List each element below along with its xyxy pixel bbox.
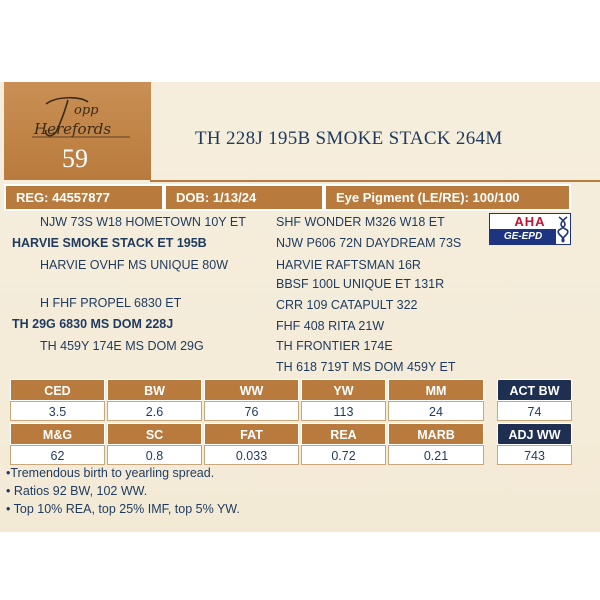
ranch-script-logo [26,94,136,140]
pedigree-line: HARVIE RAFTSMAN 16R [276,258,421,272]
epd-value-ww: 76 [204,401,299,421]
epd-header-yw: YW [301,379,386,401]
epd-header-marb: MARB [388,423,484,445]
epd-header-bw: BW [107,379,202,401]
epd-header-fat: FAT [204,423,299,445]
lot-number: 59 [62,144,88,173]
pedigree-line: NJW 73S W18 HOMETOWN 10Y ET [40,215,246,229]
epd-value-yw: 113 [301,401,386,421]
note-line: • Ratios 92 BW, 102 WW. [6,484,148,498]
registration-number: REG: 44557877 [4,184,164,211]
sire-name: HARVIE SMOKE STACK ET 195B [12,236,207,250]
epd-header-rea: REA [301,423,386,445]
dam-name: TH 29G 6830 MS DOM 228J [12,317,174,331]
epd-value-rea: 0.72 [301,445,386,465]
epd-header-mg: M&G [10,423,105,445]
pedigree-line: BBSF 100L UNIQUE ET 131R [276,277,445,291]
pedigree-line: CRR 109 CATAPULT 322 [276,298,418,312]
note-line: • Top 10% REA, top 25% IMF, top 5% YW. [6,502,240,516]
ge-epd-logo-text: GE-EPD [490,229,556,244]
act-bw-header: ACT BW [497,379,572,401]
pedigree-line: TH 618 719T MS DOM 459Y ET [276,360,456,374]
epd-header-ww: WW [204,379,299,401]
act-bw-value: 74 [497,401,572,421]
epd-header-sc: SC [107,423,202,445]
epd-value-ced: 3.5 [10,401,105,421]
aha-logo-text: AHA [514,214,546,229]
note-line: •Tremendous birth to yearling spread. [6,466,215,480]
epd-value-mm: 24 [388,401,484,421]
epd-header-mm: MM [388,379,484,401]
epd-value-sc: 0.8 [107,445,202,465]
pedigree-line: TH 459Y 174E MS DOM 29G [40,339,204,353]
svg-text:opp: opp [74,103,99,118]
date-of-birth: DOB: 1/13/24 [164,184,324,211]
epd-value-fat: 0.033 [204,445,299,465]
epd-header-ced: CED [10,379,105,401]
pedigree-line: TH FRONTIER 174E [276,339,393,353]
epd-value-marb: 0.21 [388,445,484,465]
epd-value-mg: 62 [10,445,105,465]
pedigree-line: FHF 408 RITA 21W [276,319,385,333]
pedigree-line: HARVIE OVHF MS UNIQUE 80W [40,258,228,272]
title-divider [150,180,600,182]
pedigree-line: H FHF PROPEL 6830 ET [40,296,182,310]
eye-pigment: Eye Pigment (LE/RE): 100/100 [324,184,571,211]
adj-ww-header: ADJ WW [497,423,572,445]
svg-text:Herefords: Herefords [34,120,112,138]
adj-ww-value: 743 [497,445,572,465]
pedigree-line: SHF WONDER M326 W18 ET [276,215,445,229]
dna-helix-icon [557,216,569,243]
aha-ge-epd-logo [489,213,571,245]
pedigree-line: NJW P606 72N DAYDREAM 73S [276,236,462,250]
epd-value-bw: 2.6 [107,401,202,421]
animal-name: TH 228J 195B SMOKE STACK 264M [195,128,503,149]
